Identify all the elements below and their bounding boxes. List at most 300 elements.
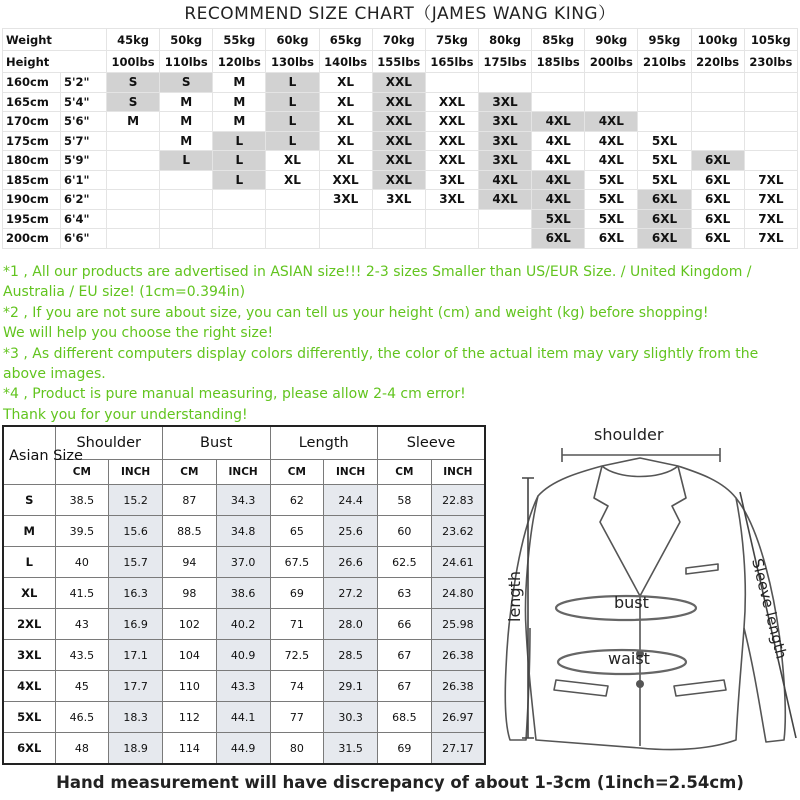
size-cell: 5XL bbox=[585, 170, 638, 190]
weight-kg-cell: 60kg bbox=[266, 29, 319, 51]
measure-value-cell: 43 bbox=[55, 609, 109, 640]
measure-value-cell: 43.3 bbox=[216, 671, 270, 702]
size-cell: S bbox=[107, 73, 160, 93]
measure-value-cell: 43.5 bbox=[55, 640, 109, 671]
footer-note: Hand measurement will have discrepancy of about 1-3cm (1inch=2.54cm) bbox=[56, 773, 744, 792]
height-cm-cell: 185cm bbox=[3, 170, 61, 190]
size-cell bbox=[425, 209, 478, 229]
measure-group-row bbox=[3, 426, 485, 460]
size-cell bbox=[585, 73, 638, 93]
size-label-cell: 4XL bbox=[3, 671, 55, 702]
measure-value-cell: 67 bbox=[378, 640, 432, 671]
weight-kg-cell: 85kg bbox=[532, 29, 585, 51]
size-cell bbox=[478, 229, 531, 249]
size-cell bbox=[638, 92, 691, 112]
size-cell: 3XL bbox=[425, 190, 478, 210]
size-cell: XL bbox=[319, 92, 372, 112]
measure-row bbox=[3, 671, 485, 702]
measure-value-cell: 15.6 bbox=[109, 516, 163, 547]
measure-value-cell: 22.83 bbox=[431, 485, 485, 516]
measure-row bbox=[3, 485, 485, 516]
weight-kg-cell: 50kg bbox=[160, 29, 213, 51]
measure-group-header: Length bbox=[270, 426, 378, 460]
weight-lbs-cell: 110lbs bbox=[160, 51, 213, 73]
size-cell bbox=[744, 112, 797, 132]
measure-value-cell: 88.5 bbox=[163, 516, 217, 547]
measure-value-cell: 26.6 bbox=[324, 547, 378, 578]
unit-inch-header: INCH bbox=[431, 460, 485, 485]
size-cell: 6XL bbox=[691, 151, 744, 171]
size-row bbox=[3, 92, 798, 112]
left-pocket bbox=[554, 680, 608, 696]
size-cell bbox=[107, 209, 160, 229]
size-cell: 4XL bbox=[585, 151, 638, 171]
size-cell: XL bbox=[319, 151, 372, 171]
size-cell: 5XL bbox=[585, 209, 638, 229]
height-ft-cell: 6'4" bbox=[61, 209, 107, 229]
size-row bbox=[3, 151, 798, 171]
measure-value-cell: 62 bbox=[270, 485, 324, 516]
measure-value-cell: 16.9 bbox=[109, 609, 163, 640]
size-cell: 3XL bbox=[478, 92, 531, 112]
right-lapel bbox=[640, 466, 686, 596]
measure-value-cell: 60 bbox=[378, 516, 432, 547]
size-cell bbox=[532, 73, 585, 93]
measure-value-cell: 44.1 bbox=[216, 702, 270, 733]
weight-lbs-cell: 165lbs bbox=[425, 51, 478, 73]
size-cell: S bbox=[107, 92, 160, 112]
weight-lbs-cell: 230lbs bbox=[744, 51, 797, 73]
height-ft-cell: 6'6" bbox=[61, 229, 107, 249]
measure-row bbox=[3, 547, 485, 578]
size-label-cell: 5XL bbox=[3, 702, 55, 733]
height-cm-cell: 180cm bbox=[3, 151, 61, 171]
size-cell: 6XL bbox=[691, 190, 744, 210]
size-cell: 6XL bbox=[585, 229, 638, 249]
size-cell: XL bbox=[319, 112, 372, 132]
unit-cm-header: CM bbox=[270, 460, 324, 485]
measure-row bbox=[3, 578, 485, 609]
size-cell bbox=[372, 229, 425, 249]
weight-lbs-cell: 210lbs bbox=[638, 51, 691, 73]
weight-lbs-cell: 100lbs bbox=[107, 51, 160, 73]
size-cell bbox=[638, 73, 691, 93]
size-cell: L bbox=[213, 170, 266, 190]
size-cell bbox=[160, 229, 213, 249]
size-cell: L bbox=[213, 151, 266, 171]
size-label-cell: XL bbox=[3, 578, 55, 609]
weight-kg-cell: 105kg bbox=[744, 29, 797, 51]
size-cell: L bbox=[266, 131, 319, 151]
size-cell bbox=[319, 229, 372, 249]
size-cell: 5XL bbox=[638, 151, 691, 171]
measure-row bbox=[3, 516, 485, 547]
size-cell: 5XL bbox=[585, 190, 638, 210]
height-cm-cell: 160cm bbox=[3, 73, 61, 93]
size-label-cell: 2XL bbox=[3, 609, 55, 640]
size-cell: 3XL bbox=[478, 151, 531, 171]
measure-value-cell: 28.0 bbox=[324, 609, 378, 640]
size-row bbox=[3, 190, 798, 210]
measure-value-cell: 25.6 bbox=[324, 516, 378, 547]
shoulder-measure-line bbox=[562, 448, 720, 462]
height-ft-cell: 5'2" bbox=[61, 73, 107, 93]
measure-value-cell: 23.62 bbox=[431, 516, 485, 547]
size-cell bbox=[425, 229, 478, 249]
size-cell: XXL bbox=[372, 92, 425, 112]
size-cell: 4XL bbox=[532, 190, 585, 210]
measure-value-cell: 87 bbox=[163, 485, 217, 516]
measure-value-cell: 44.9 bbox=[216, 733, 270, 765]
size-cell bbox=[107, 190, 160, 210]
size-cell: 7XL bbox=[744, 190, 797, 210]
size-cell: 6XL bbox=[691, 209, 744, 229]
size-cell: 7XL bbox=[744, 209, 797, 229]
size-cell: 4XL bbox=[585, 131, 638, 151]
size-cell: L bbox=[266, 112, 319, 132]
measure-value-cell: 69 bbox=[270, 578, 324, 609]
size-cell bbox=[107, 229, 160, 249]
measure-value-cell: 24.4 bbox=[324, 485, 378, 516]
size-cell: 6XL bbox=[638, 209, 691, 229]
size-cell bbox=[266, 209, 319, 229]
measure-value-cell: 40 bbox=[55, 547, 109, 578]
size-cell bbox=[744, 151, 797, 171]
size-cell bbox=[691, 92, 744, 112]
weight-lbs-cell: 175lbs bbox=[478, 51, 531, 73]
note-4: *4 , Product is pure manual measuring, please allow 2-4 cm error! bbox=[3, 386, 466, 403]
size-cell bbox=[425, 73, 478, 93]
measure-value-cell: 62.5 bbox=[378, 547, 432, 578]
measure-value-cell: 18.9 bbox=[109, 733, 163, 765]
size-cell bbox=[372, 209, 425, 229]
measure-value-cell: 74 bbox=[270, 671, 324, 702]
size-cell bbox=[266, 229, 319, 249]
note-2: *2 , If you are not sure about size, you can tell us your height (cm) and weight (kg) before shopping! bbox=[3, 304, 709, 321]
height-ft-cell: 6'1" bbox=[61, 170, 107, 190]
size-row bbox=[3, 209, 798, 229]
size-cell: M bbox=[213, 112, 266, 132]
size-cell: 4XL bbox=[478, 190, 531, 210]
size-cell bbox=[691, 112, 744, 132]
measure-value-cell: 102 bbox=[163, 609, 217, 640]
size-cell bbox=[160, 170, 213, 190]
length-label: length bbox=[505, 571, 524, 622]
weight-kg-cell: 45kg bbox=[107, 29, 160, 51]
size-cell: 6XL bbox=[532, 229, 585, 249]
size-cell: 3XL bbox=[319, 190, 372, 210]
weight-lbs-cell: 155lbs bbox=[372, 51, 425, 73]
size-cell: M bbox=[213, 92, 266, 112]
size-cell: 3XL bbox=[372, 190, 425, 210]
measurement-table bbox=[2, 425, 486, 765]
size-cell: M bbox=[160, 131, 213, 151]
size-cell bbox=[213, 209, 266, 229]
size-label-cell: 6XL bbox=[3, 733, 55, 765]
size-cell: XL bbox=[319, 73, 372, 93]
measure-value-cell: 39.5 bbox=[55, 516, 109, 547]
measure-value-cell: 46.5 bbox=[55, 702, 109, 733]
weight-kg-cell: 75kg bbox=[425, 29, 478, 51]
measure-value-cell: 31.5 bbox=[324, 733, 378, 765]
jacket-diagram bbox=[490, 418, 800, 768]
size-cell bbox=[691, 73, 744, 93]
height-header: Height bbox=[3, 51, 107, 73]
size-cell: 4XL bbox=[478, 170, 531, 190]
right-pocket bbox=[674, 680, 726, 696]
size-row bbox=[3, 170, 798, 190]
measure-value-cell: 38.5 bbox=[55, 485, 109, 516]
measure-value-cell: 67 bbox=[378, 671, 432, 702]
size-cell: XXL bbox=[425, 151, 478, 171]
button-2 bbox=[636, 680, 644, 688]
weight-kg-cell: 70kg bbox=[372, 29, 425, 51]
recommend-size-table bbox=[2, 28, 798, 249]
size-cell: XXL bbox=[372, 170, 425, 190]
weight-kg-cell: 80kg bbox=[478, 29, 531, 51]
size-cell: XXL bbox=[319, 170, 372, 190]
unit-inch-header: INCH bbox=[324, 460, 378, 485]
size-row bbox=[3, 112, 798, 132]
measure-value-cell: 58 bbox=[378, 485, 432, 516]
measure-value-cell: 65 bbox=[270, 516, 324, 547]
shoulder-label: shoulder bbox=[594, 425, 664, 444]
measure-value-cell: 68.5 bbox=[378, 702, 432, 733]
size-row bbox=[3, 131, 798, 151]
size-label-cell: M bbox=[3, 516, 55, 547]
measure-value-cell: 15.2 bbox=[109, 485, 163, 516]
weight-kg-cell: 90kg bbox=[585, 29, 638, 51]
size-cell: XXL bbox=[425, 131, 478, 151]
size-cell: 5XL bbox=[638, 131, 691, 151]
measure-row bbox=[3, 609, 485, 640]
measure-value-cell: 45 bbox=[55, 671, 109, 702]
measure-value-cell: 27.2 bbox=[324, 578, 378, 609]
size-cell: 4XL bbox=[532, 112, 585, 132]
size-cell bbox=[266, 190, 319, 210]
height-ft-cell: 5'4" bbox=[61, 92, 107, 112]
measure-group-header: Bust bbox=[163, 426, 271, 460]
size-cell bbox=[478, 73, 531, 93]
size-cell: 3XL bbox=[478, 112, 531, 132]
measure-row bbox=[3, 640, 485, 671]
asian-size-header: Asian Size bbox=[3, 426, 55, 485]
size-cell: 6XL bbox=[638, 229, 691, 249]
height-cm-cell: 170cm bbox=[3, 112, 61, 132]
unit-inch-header: INCH bbox=[109, 460, 163, 485]
measure-value-cell: 98 bbox=[163, 578, 217, 609]
size-cell: S bbox=[160, 73, 213, 93]
weight-kg-cell: 100kg bbox=[691, 29, 744, 51]
measure-value-cell: 16.3 bbox=[109, 578, 163, 609]
measure-value-cell: 110 bbox=[163, 671, 217, 702]
measure-value-cell: 29.1 bbox=[324, 671, 378, 702]
size-cell: 7XL bbox=[744, 170, 797, 190]
weight-kg-cell: 95kg bbox=[638, 29, 691, 51]
chest-pocket bbox=[686, 564, 718, 574]
measure-value-cell: 28.5 bbox=[324, 640, 378, 671]
measure-value-cell: 24.61 bbox=[431, 547, 485, 578]
size-label-cell: L bbox=[3, 547, 55, 578]
size-cell bbox=[107, 131, 160, 151]
height-cm-cell: 200cm bbox=[3, 229, 61, 249]
measure-value-cell: 27.17 bbox=[431, 733, 485, 765]
note-thanks: Thank you for your understanding! bbox=[3, 406, 248, 423]
note-1: *1 , All our products are advertised in ASIAN size!!! 2-3 sizes Smaller than US/EUR Size. / United Kingdom / Australia / EU size! (1cm=0.394in) bbox=[3, 264, 752, 301]
weight-kg-row bbox=[3, 29, 798, 51]
measure-value-cell: 77 bbox=[270, 702, 324, 733]
size-cell: 4XL bbox=[532, 151, 585, 171]
measure-value-cell: 17.7 bbox=[109, 671, 163, 702]
size-cell bbox=[319, 209, 372, 229]
measure-value-cell: 26.97 bbox=[431, 702, 485, 733]
size-cell bbox=[638, 112, 691, 132]
size-cell bbox=[213, 229, 266, 249]
size-cell bbox=[744, 73, 797, 93]
measure-row bbox=[3, 733, 485, 765]
measure-row bbox=[3, 702, 485, 733]
measure-value-cell: 37.0 bbox=[216, 547, 270, 578]
measure-value-cell: 80 bbox=[270, 733, 324, 765]
measure-value-cell: 71 bbox=[270, 609, 324, 640]
height-cm-cell: 195cm bbox=[3, 209, 61, 229]
measure-value-cell: 69 bbox=[378, 733, 432, 765]
measure-value-cell: 34.3 bbox=[216, 485, 270, 516]
left-lapel bbox=[594, 466, 640, 596]
size-row bbox=[3, 73, 798, 93]
size-cell: 7XL bbox=[744, 229, 797, 249]
size-row bbox=[3, 229, 798, 249]
size-cell bbox=[478, 209, 531, 229]
size-cell: 5XL bbox=[638, 170, 691, 190]
collar bbox=[602, 466, 678, 477]
size-cell: XXL bbox=[425, 92, 478, 112]
size-cell bbox=[107, 170, 160, 190]
measure-value-cell: 38.6 bbox=[216, 578, 270, 609]
size-cell: 4XL bbox=[532, 170, 585, 190]
size-cell: XXL bbox=[425, 112, 478, 132]
measure-value-cell: 26.38 bbox=[431, 671, 485, 702]
size-cell: L bbox=[266, 73, 319, 93]
height-ft-cell: 5'9" bbox=[61, 151, 107, 171]
height-ft-cell: 6'2" bbox=[61, 190, 107, 210]
size-cell: L bbox=[160, 151, 213, 171]
measure-value-cell: 72.5 bbox=[270, 640, 324, 671]
size-cell bbox=[107, 151, 160, 171]
size-cell: XXL bbox=[372, 73, 425, 93]
weight-lbs-cell: 185lbs bbox=[532, 51, 585, 73]
measure-value-cell: 104 bbox=[163, 640, 217, 671]
size-cell: 3XL bbox=[425, 170, 478, 190]
size-cell: M bbox=[160, 112, 213, 132]
size-cell bbox=[744, 92, 797, 112]
waist-label: waist bbox=[608, 649, 650, 668]
size-cell: XXL bbox=[372, 112, 425, 132]
unit-cm-header: CM bbox=[55, 460, 109, 485]
size-label-cell: S bbox=[3, 485, 55, 516]
size-cell: XL bbox=[266, 170, 319, 190]
unit-cm-header: CM bbox=[163, 460, 217, 485]
measure-value-cell: 26.38 bbox=[431, 640, 485, 671]
page-title: RECOMMEND SIZE CHART（JAMES WANG KING） bbox=[184, 4, 616, 24]
height-cm-cell: 190cm bbox=[3, 190, 61, 210]
measure-value-cell: 40.2 bbox=[216, 609, 270, 640]
sleeve-length-label: Sleeve length bbox=[748, 556, 791, 661]
weight-lbs-row bbox=[3, 51, 798, 73]
weight-lbs-cell: 130lbs bbox=[266, 51, 319, 73]
unit-inch-header: INCH bbox=[216, 460, 270, 485]
measure-value-cell: 15.7 bbox=[109, 547, 163, 578]
height-cm-cell: 175cm bbox=[3, 131, 61, 151]
measure-value-cell: 40.9 bbox=[216, 640, 270, 671]
height-ft-cell: 5'6" bbox=[61, 112, 107, 132]
weight-lbs-cell: 120lbs bbox=[213, 51, 266, 73]
size-cell: 6XL bbox=[691, 170, 744, 190]
size-cell bbox=[585, 92, 638, 112]
size-cell bbox=[691, 131, 744, 151]
size-cell: 4XL bbox=[585, 112, 638, 132]
size-cell: M bbox=[107, 112, 160, 132]
size-cell: 4XL bbox=[532, 131, 585, 151]
size-cell bbox=[160, 190, 213, 210]
size-cell: M bbox=[213, 73, 266, 93]
measure-value-cell: 48 bbox=[55, 733, 109, 765]
size-cell: XXL bbox=[372, 151, 425, 171]
measure-group-header: Shoulder bbox=[55, 426, 163, 460]
size-cell: XXL bbox=[372, 131, 425, 151]
weight-lbs-cell: 140lbs bbox=[319, 51, 372, 73]
size-cell bbox=[213, 190, 266, 210]
size-label-cell: 3XL bbox=[3, 640, 55, 671]
unit-cm-header: CM bbox=[378, 460, 432, 485]
height-cm-cell: 165cm bbox=[3, 92, 61, 112]
bust-label: bust bbox=[614, 593, 649, 612]
size-cell: 5XL bbox=[532, 209, 585, 229]
note-3: *3 , As different computers display colors differently, the color of the actual item may vary slightly from the above images. bbox=[3, 345, 759, 383]
size-cell bbox=[532, 92, 585, 112]
measure-value-cell: 24.80 bbox=[431, 578, 485, 609]
size-cell bbox=[160, 209, 213, 229]
measure-value-cell: 25.98 bbox=[431, 609, 485, 640]
size-cell: L bbox=[266, 92, 319, 112]
measure-value-cell: 34.8 bbox=[216, 516, 270, 547]
measure-value-cell: 112 bbox=[163, 702, 217, 733]
weight-header: Weight bbox=[3, 29, 107, 51]
size-cell: M bbox=[160, 92, 213, 112]
size-cell: XL bbox=[266, 151, 319, 171]
size-cell bbox=[744, 131, 797, 151]
measure-value-cell: 30.3 bbox=[324, 702, 378, 733]
measure-value-cell: 114 bbox=[163, 733, 217, 765]
height-ft-cell: 5'7" bbox=[61, 131, 107, 151]
measure-value-cell: 41.5 bbox=[55, 578, 109, 609]
note-2-continued: We will help you choose the right size! bbox=[3, 325, 274, 342]
measure-value-cell: 17.1 bbox=[109, 640, 163, 671]
measure-value-cell: 94 bbox=[163, 547, 217, 578]
notes bbox=[3, 262, 793, 425]
measure-value-cell: 18.3 bbox=[109, 702, 163, 733]
measure-value-cell: 67.5 bbox=[270, 547, 324, 578]
measure-value-cell: 66 bbox=[378, 609, 432, 640]
size-cell: 6XL bbox=[691, 229, 744, 249]
size-cell: L bbox=[213, 131, 266, 151]
weight-kg-cell: 55kg bbox=[213, 29, 266, 51]
size-cell: XL bbox=[319, 131, 372, 151]
weight-lbs-cell: 200lbs bbox=[585, 51, 638, 73]
weight-lbs-cell: 220lbs bbox=[691, 51, 744, 73]
weight-kg-cell: 65kg bbox=[319, 29, 372, 51]
size-cell: 6XL bbox=[638, 190, 691, 210]
